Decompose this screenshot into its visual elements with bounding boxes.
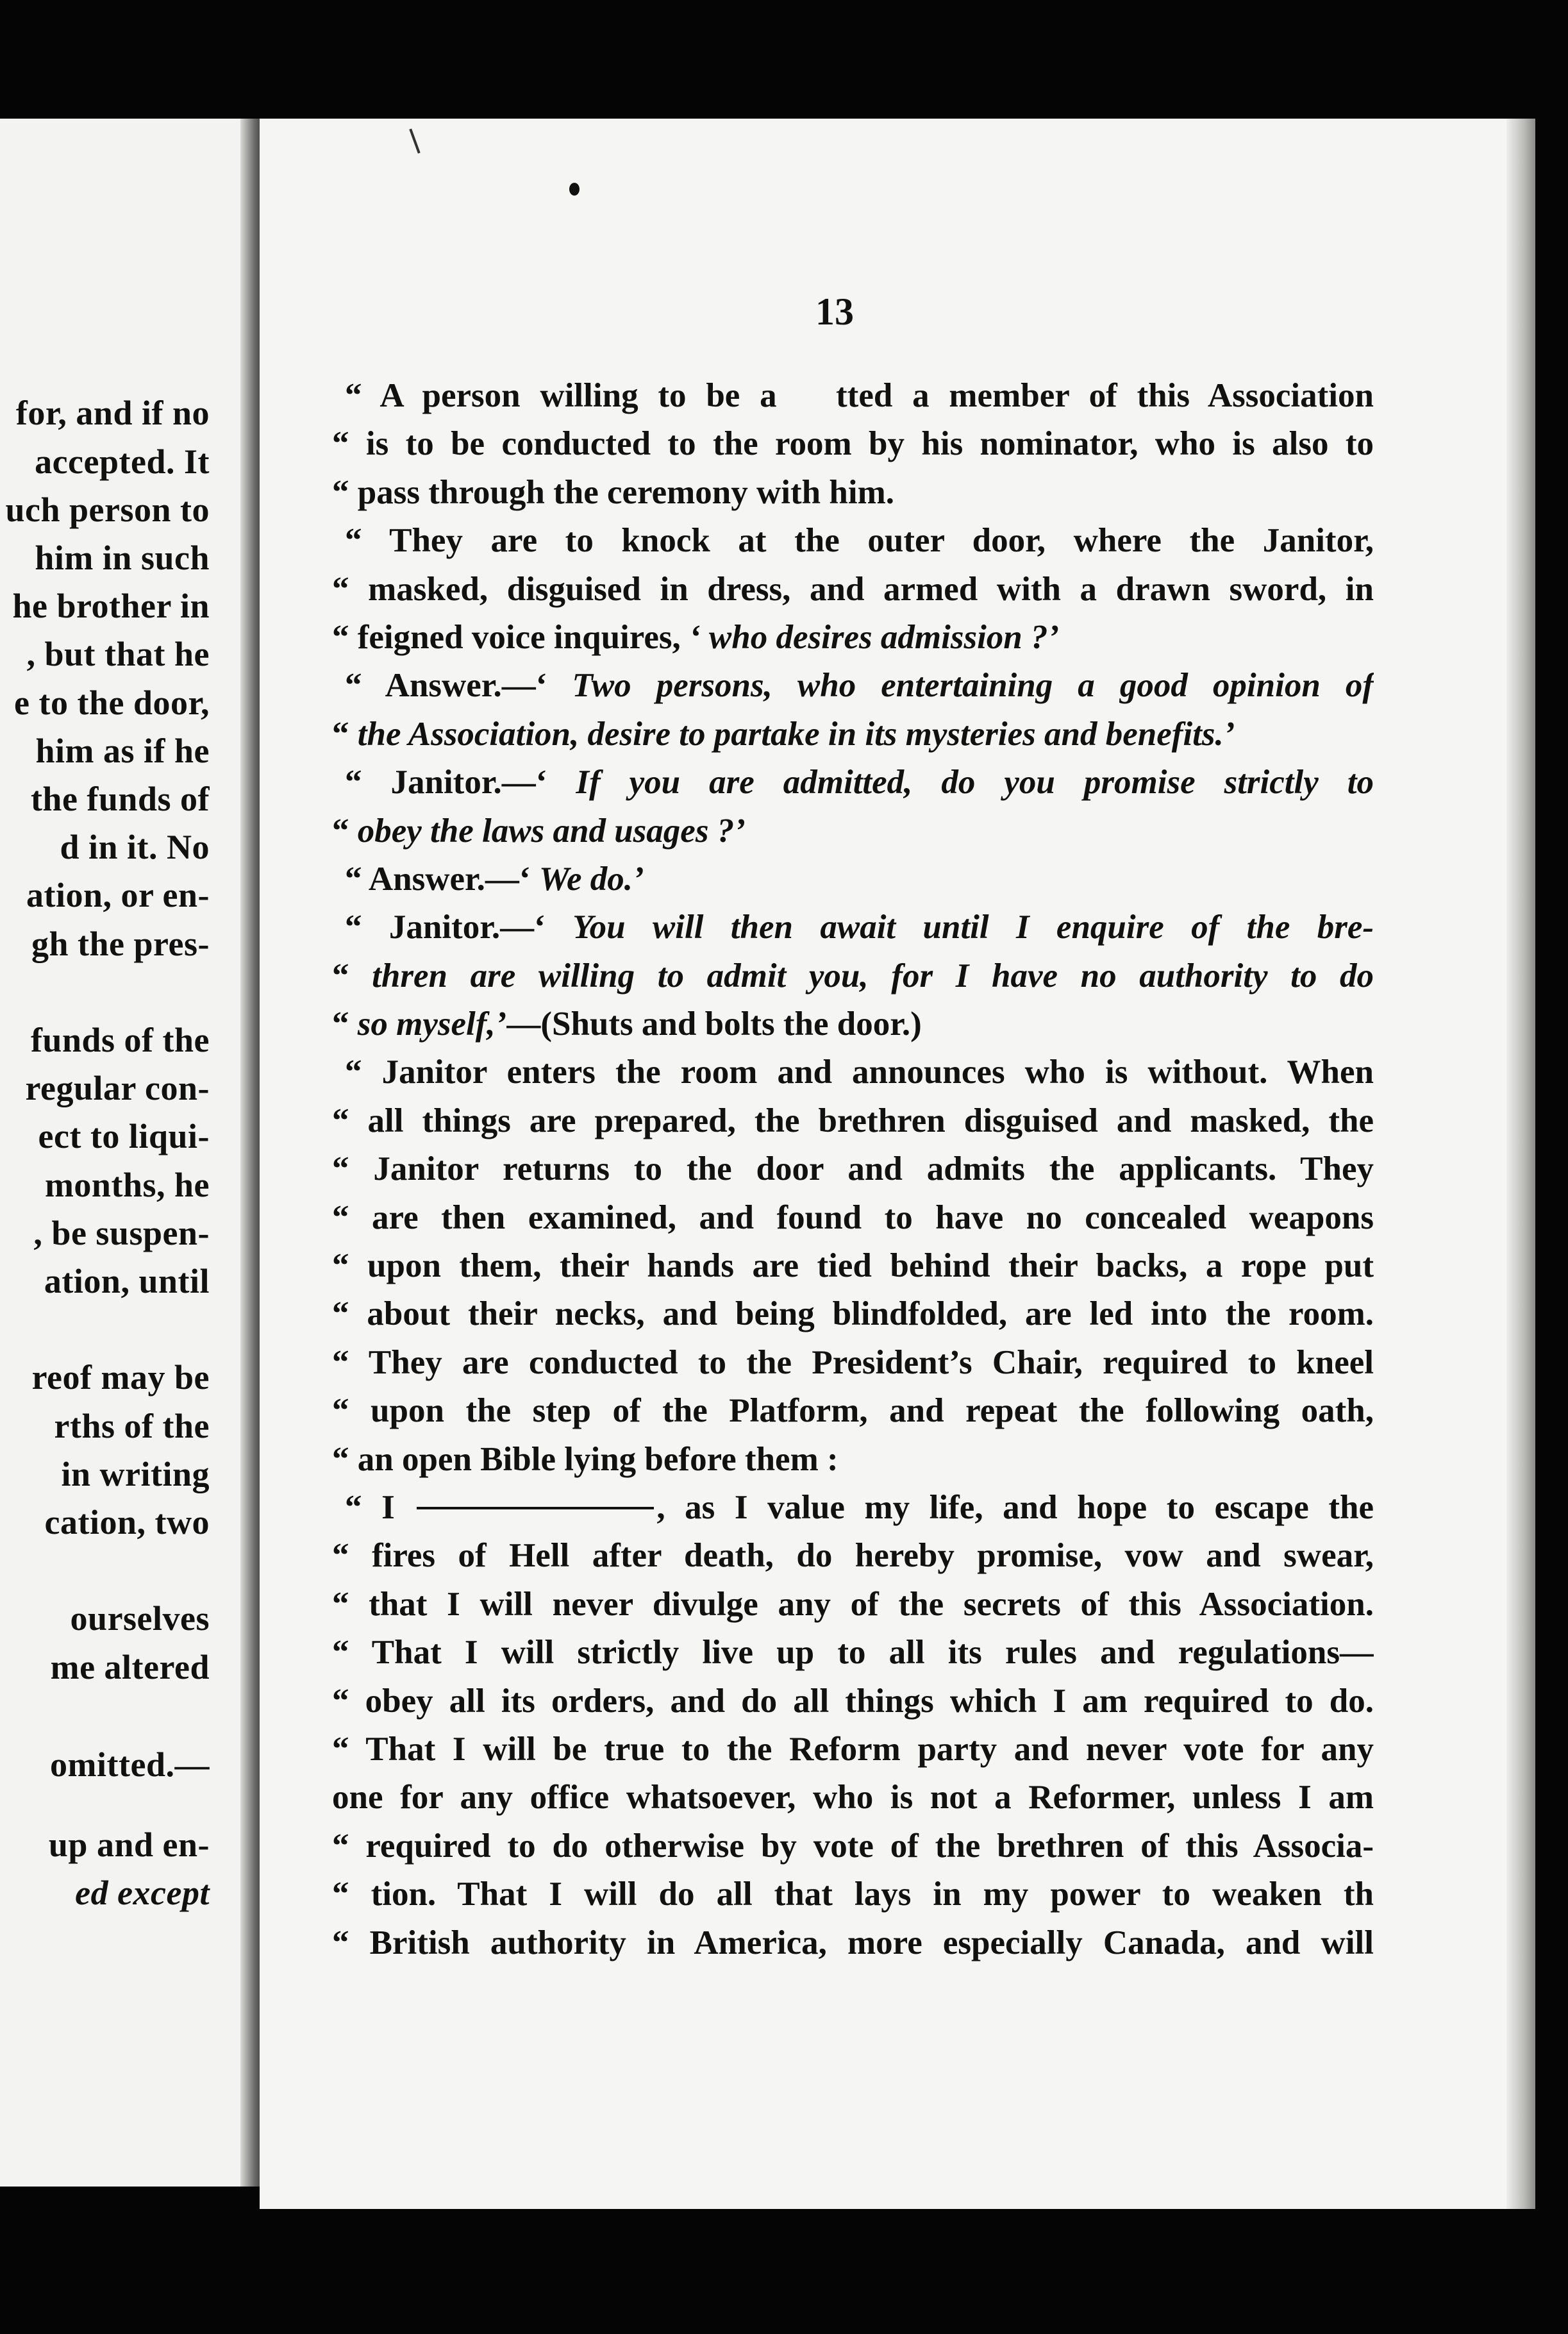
- facing-page-line: , be suspen-: [33, 1214, 210, 1252]
- text-line: “ the Association, desire to partake in its mysteries and benefits.’: [332, 715, 1235, 753]
- facing-page-line: ation, or en-: [26, 876, 210, 914]
- text-line: “ is to be conducted to the room by his nominator, who is also to: [332, 425, 1374, 463]
- text-line: “ I , as I value my life, and hope to escape the: [345, 1488, 1374, 1526]
- text-line: “ pass through the ceremony with him.: [332, 473, 895, 511]
- text-line: “ are then examined, and found to have no concealed weapons: [332, 1198, 1374, 1236]
- text-line: “ They are to knock at the outer door, where the Janitor,: [345, 522, 1374, 560]
- facing-page-line: me altered: [50, 1648, 210, 1686]
- text-line: one for any office whatsoever, who is not a Reformer, unless I am: [332, 1779, 1374, 1817]
- facing-page-line: accepted. It: [35, 442, 210, 481]
- text-line: “ fires of Hell after death, do hereby promise, vow and swear,: [332, 1537, 1374, 1575]
- page-text: [332, 372, 1374, 1967]
- text-line: “ upon the step of the Platform, and repeat the following oath,: [332, 1392, 1374, 1430]
- text-line: “ Janitor enters the room and announces who is without. When: [345, 1054, 1374, 1091]
- text-line: “ upon them, their hands are tied behind their backs, a rope put: [332, 1247, 1374, 1285]
- text-line: “ tion. That I will do all that lays in my power to weaken th: [332, 1876, 1374, 1913]
- facing-page-line: ation, until: [44, 1262, 210, 1300]
- facing-page-line: regular con-: [25, 1069, 210, 1107]
- facing-page-line: ourselves: [70, 1599, 210, 1638]
- text-line: “ so myself,’—(Shuts and bolts the door.): [332, 1005, 922, 1043]
- text-line: “ all things are prepared, the brethren disguised and masked, the: [332, 1102, 1374, 1139]
- facing-page-line: ect to liqui-: [38, 1117, 210, 1155]
- text-line: “ about their necks, and being blindfolded, are led into the room.: [332, 1295, 1374, 1333]
- text-line: “ Janitor returns to the door and admits the applicants. They: [332, 1150, 1374, 1188]
- blank-line: [417, 1507, 654, 1509]
- page-number: 13: [815, 290, 854, 333]
- text-line: “ That I will be true to the Reform party and never vote for any: [332, 1730, 1374, 1768]
- facing-page-line: he brother in: [12, 587, 210, 625]
- text-line: “ thren are willing to admit you, for I have no authority to do: [332, 957, 1374, 995]
- facing-page-line: in writing: [61, 1455, 210, 1493]
- text-line: “ masked, disguised in dress, and armed with a drawn sword, in: [332, 570, 1374, 608]
- facing-page-line: reof may be: [31, 1358, 210, 1397]
- text-line: “ British authority in America, more especially Canada, and will: [332, 1924, 1374, 1961]
- text-line: “ an open Bible lying before them :: [332, 1440, 838, 1478]
- facing-page-line: months, he: [44, 1166, 210, 1204]
- text-line: “ obey the laws and usages ?’: [332, 812, 746, 850]
- facing-page-line: ed except: [75, 1874, 210, 1912]
- text-line: “ A person willing to be a tted a member of this Association: [345, 377, 1374, 414]
- facing-page-line: him as if he: [35, 732, 210, 770]
- facing-page-line: , but that he: [26, 635, 210, 673]
- text-line: “ feigned voice inquires, ‘ who desires admission ?’: [332, 618, 1060, 656]
- text-line: “ obey all its orders, and do all things which I am required to do.: [332, 1682, 1374, 1720]
- facing-page-line: e to the door,: [14, 684, 210, 722]
- text-line: “ that I will never divulge any of the secrets of this Association.: [332, 1585, 1374, 1623]
- text-line: “ Janitor.—‘ If you are admitted, do you promise strictly to: [345, 764, 1374, 802]
- text-line: “ They are conducted to the President’s Chair, required to kneel: [332, 1343, 1374, 1381]
- facing-page-line: omitted.—: [50, 1745, 210, 1784]
- facing-page-line: him in such: [35, 539, 210, 577]
- facing-page: [0, 119, 240, 2187]
- facing-page-line: for, and if no: [15, 394, 210, 432]
- text-line: “ Answer.—‘ We do.’: [345, 860, 644, 898]
- facing-page-line: rths of the: [54, 1407, 210, 1445]
- facing-page-line: cation, two: [44, 1503, 210, 1541]
- facing-page-line: funds of the: [30, 1021, 210, 1059]
- facing-page-line: up and en-: [48, 1826, 210, 1864]
- text-line: “ required to do otherwise by vote of the brethren of this Associa-: [332, 1827, 1374, 1865]
- text-line: “ That I will strictly live up to all its rules and regulations—: [332, 1634, 1374, 1672]
- text-line: “ Janitor.—‘ You will then await until I enquire of the bre-: [345, 909, 1374, 946]
- facing-page-line: d in it. No: [60, 828, 210, 866]
- facing-page-line: the funds of: [30, 780, 210, 818]
- facing-page-line: gh the pres-: [31, 925, 210, 963]
- facing-page-line: uch person to: [5, 491, 210, 529]
- ink-dot: [569, 183, 580, 196]
- text-line: “ Answer.—‘ Two persons, who entertaining a good opinion of: [345, 667, 1374, 705]
- page-edge: [1506, 119, 1535, 2209]
